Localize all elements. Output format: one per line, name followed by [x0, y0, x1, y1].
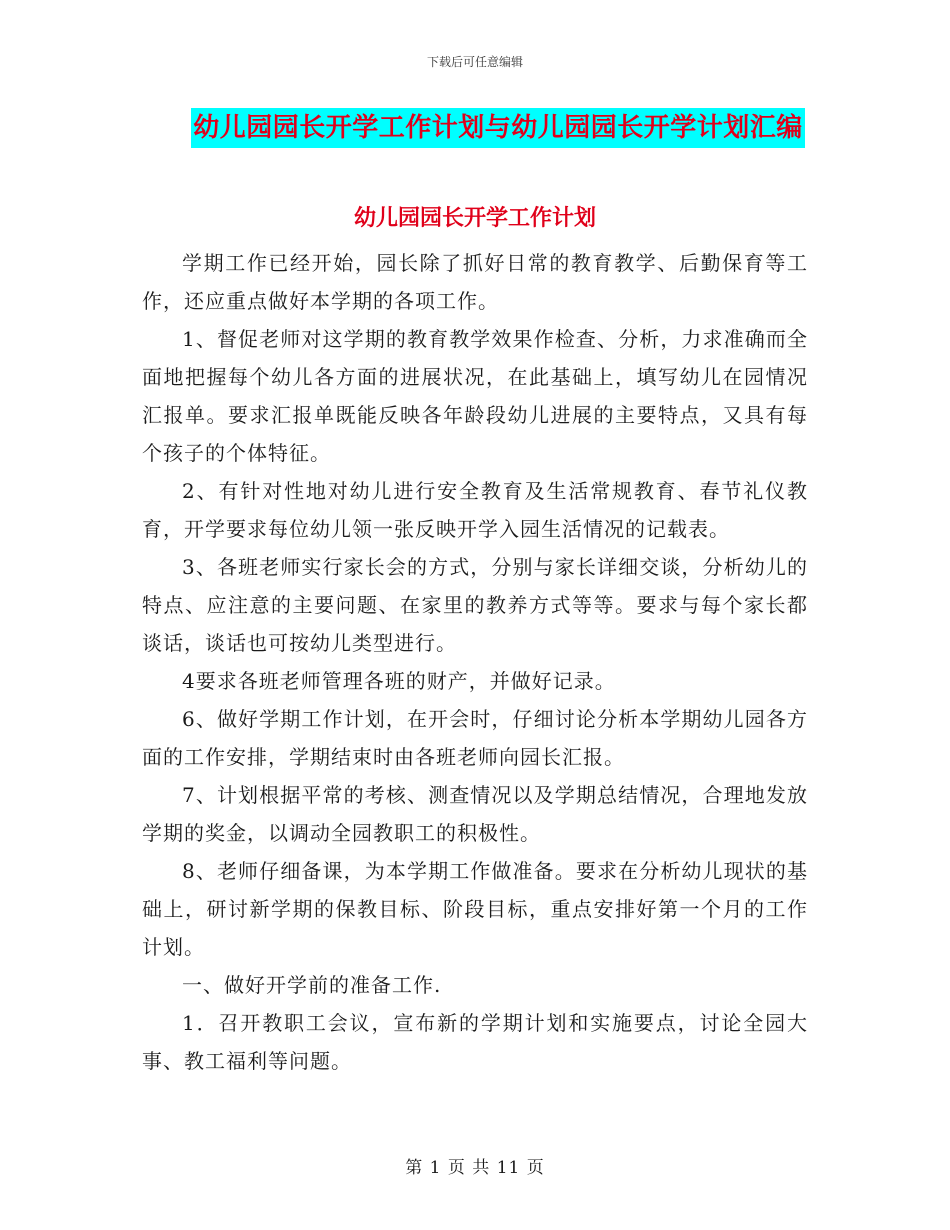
- paragraph: 2、有针对性地对幼儿进行安全教育及生活常规教育、春节礼仪教育，开学要求每位幼儿领一张反映开学入园生活情况的记载表。: [142, 479, 808, 541]
- paragraph: 4要求各班老师管理各班的财产，并做好记录。: [182, 669, 616, 693]
- main-title-wrapper: [0, 108, 950, 148]
- paragraph: 1．召开教职工会议，宣布新的学期计划和实施要点，讨论全园大事、教工福利等问题。: [142, 1011, 808, 1073]
- sub-title: 幼儿园园长开学工作计划: [353, 205, 596, 231]
- paragraph: 6、做好学期工作计划，在开会时，仔细讨论分析本学期幼儿园各方面的工作安排，学期结束时由各班老师向园长汇报。: [142, 707, 808, 769]
- paragraph: 学期工作已经开始，园长除了抓好日常的教育教学、后勤保育等工作，还应重点做好本学期的各项工作。: [142, 251, 808, 313]
- paragraph: 8、老师仔细备课，为本学期工作做准备。要求在分析幼儿现状的基础上，研讨新学期的保教目标、阶段目标，重点安排好第一个月的工作计划。: [142, 859, 808, 959]
- main-title: 幼儿园园长开学工作计划与幼儿园园长开学计划汇编: [191, 108, 805, 148]
- paragraph: 7、计划根据平常的考核、测查情况以及学期总结情况，合理地发放学期的奖金，以调动全园教职工的积极性。: [142, 783, 808, 845]
- page-footer: 第 1 页 共 11 页: [405, 1158, 545, 1178]
- body-text: [142, 244, 808, 1080]
- paragraph: 一、做好开学前的准备工作.: [182, 973, 442, 997]
- paragraph: 1、督促老师对这学期的教育教学效果作检查、分析，力求准确而全面地把握每个幼儿各方面的进展状况，在此基础上，填写幼儿在园情况汇报单。要求汇报单既能反映各年龄段幼儿进展的主要特点，又具有每个孩子的个体特征。: [142, 327, 808, 465]
- header-note: 下载后可任意编辑: [426, 55, 523, 69]
- paragraph: 3、各班老师实行家长会的方式，分别与家长详细交谈，分析幼儿的特点、应注意的主要问题、在家里的教养方式等等。要求与每个家长都谈话，谈话也可按幼儿类型进行。: [142, 555, 808, 655]
